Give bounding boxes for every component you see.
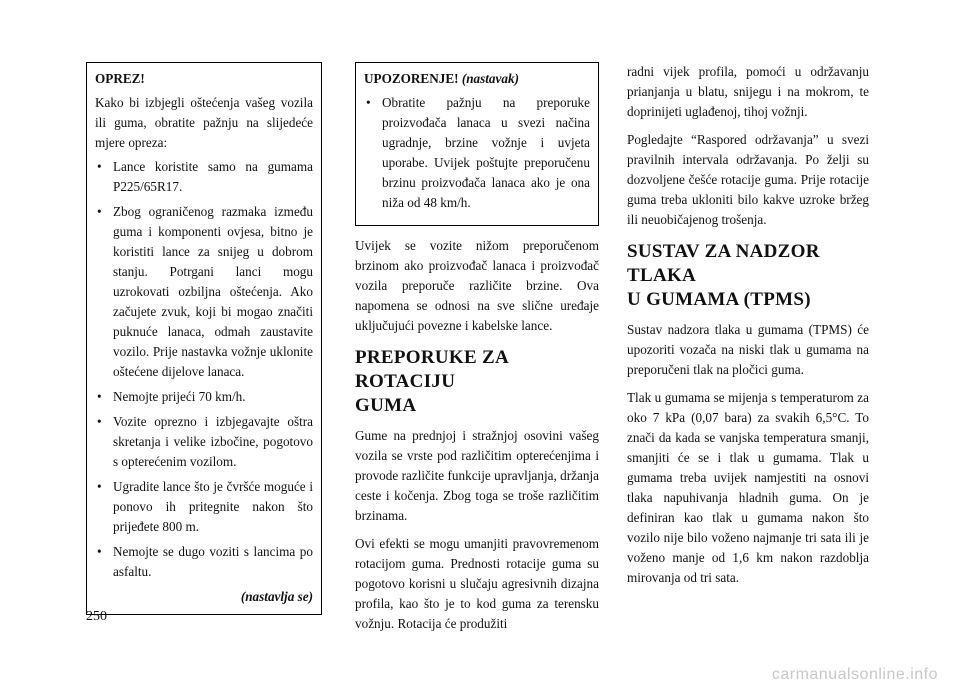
caution-item: • Lance koristite samo na gumama P225/65R17. — [95, 157, 313, 197]
column-right — [627, 62, 869, 596]
chains-speed-paragraph: Uvijek se vozite nižom preporučenom brzinom ako proizvođač lanaca i proizvođač vozila preporuče različite brzine. Ova napomena se odnosi na sve slične uređaje uključujući povezne i kabelske lance. — [355, 238, 599, 333]
caution-item: • Nemojte se dugo voziti s lancima po asfaltu. — [95, 542, 313, 582]
caution-intro: Kako bi izbjegli oštećenja vašeg vozila ili guma, obratite pažnju na slijedeće mjere opreza: — [95, 95, 313, 150]
continued-note: (nastavlja se) — [240, 589, 313, 604]
heading-line: SUSTAV ZA NADZOR TLAKA — [627, 241, 820, 286]
caution-list — [95, 157, 313, 582]
warning-list — [364, 93, 590, 213]
warning-title — [364, 69, 590, 89]
page-number: 250 — [86, 609, 107, 624]
section-heading-tpms — [627, 240, 869, 312]
warning-item: • Obratite pažnju na preporuke proizvođača lanaca u svezi načina ugradnje, brzine vožnje i uvjeta uporabe. Uvijek poštujte preporučenu brzinu proizvođača lanaca ako je ona niža od 48 km/h. — [364, 93, 590, 213]
warning-title-continued: (nastavak) — [461, 71, 519, 86]
caution-box — [86, 62, 322, 615]
tpms-paragraph: Tlak u gumama se mijenja s temperaturom za oko 7 kPa (0,07 bara) za svakih 6,5°C. To znači da kada se vanjska temperatura smanji, smanjiti će se i tlak u gumama. Tlak u gumama treba uvijek namjestiti na osnovi tlaka napuhivanja hladnih guma. On je definiran kao tlak u gumama nakon što vozilo nije bilo voženo najmanje tri sata ili je voženo manje od 1,6 km nakon razdoblja mirovanja od tri sata. — [627, 390, 869, 585]
caution-title: OPREZ! — [95, 71, 145, 86]
caution-item: • Nemojte prijeći 70 km/h. — [95, 387, 313, 407]
caution-item: • Zbog ograničenog razmaka između guma i komponenti ovjesa, bitno je koristiti lance za snijeg u dobrom stanju. Potrgani lanci mogu uzrokovati ozbiljna oštećenja. Ako začujete zvuk, koji bi mogao značiti puknuće lanaca, odmah zaustavite vozilo. Prije nastavka vožnje uklonite oštećene dijelove lanaca. — [95, 202, 313, 382]
column-left — [86, 62, 322, 615]
warning-title-text: UPOZORENJE! — [364, 71, 459, 86]
column-middle — [355, 62, 599, 642]
heading-line: PREPORUKE ZA ROTACIJU — [355, 347, 508, 392]
heading-line: GUMA — [355, 395, 417, 416]
caution-item: • Ugradite lance što je čvršće moguće i ponovo ih pritegnite nakon što prijeđete 800 m. — [95, 477, 313, 537]
section-heading-tire-rotation — [355, 346, 599, 418]
rotation-continued-paragraph: radni vijek profila, pomoći u održavanju prianjanja u blatu, snijegu i na mokrom, te doprinijeti uglađenoj, tihoj vožnji. — [627, 64, 869, 119]
watermark: carmanualsonline.info — [771, 666, 938, 683]
maintenance-paragraph: Pogledajte “Raspored održavanja” u svezi pravilnih intervala održavanja. Po želji su dozvoljene češće rotacije guma. Prije rotacije guma treba ukloniti bilo kakve uzroke bržeg ili neuobičajenog trošenja. — [627, 132, 869, 227]
heading-line: U GUMAMA (TPMS) — [627, 289, 811, 310]
warning-box — [355, 62, 599, 226]
rotation-paragraph: Ovi efekti se mogu umanjiti pravovremenom rotacijom guma. Prednosti rotacije guma su pogotovo korisni u slučaju agresivnih dizajna profila, kao što je to kod guma za terensku vožnju. Rotacija će produžiti — [355, 536, 599, 631]
caution-item: • Vozite oprezno i izbjegavajte oštra skretanja i velike izbočine, pogotovo s opterećenim vozilom. — [95, 412, 313, 472]
tpms-paragraph: Sustav nadzora tlaka u gumama (TPMS) će upozoriti vozača na niski tlak u gumama na preporučeni tlak na pločici guma. — [627, 322, 869, 377]
rotation-paragraph: Gume na prednjoj i stražnjoj osovini vašeg vozila se vrste pod različitim opterećenjima i provode različite funkcije upravljanja, držanja ceste i kočenja. Zbog toga se troše različitim brzinama. — [355, 428, 599, 523]
